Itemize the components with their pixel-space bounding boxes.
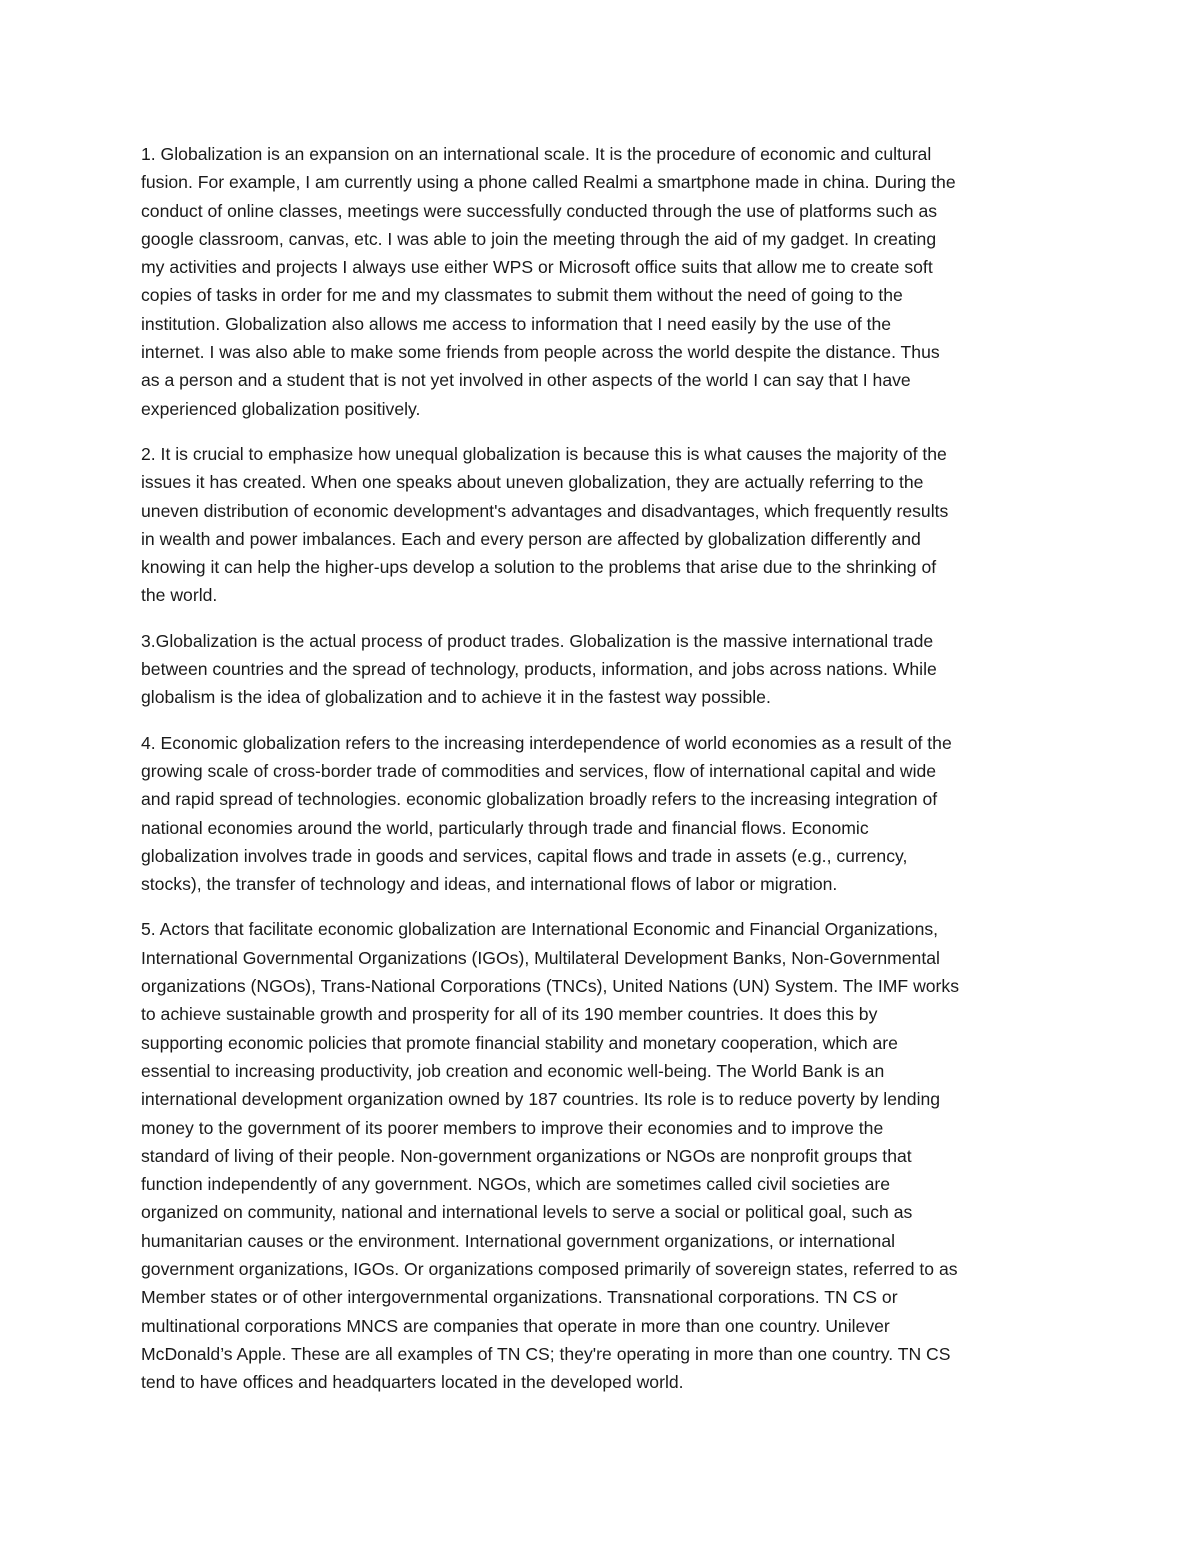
paragraph-1: 1. Globalization is an expansion on an international scale. It is the procedure of economic and cultural fusion. For example, I am currently using a phone called Realmi a smartphone made in china. During the conduct of online classes, meetings were successfully conducted through the use of platforms such as google classroom, canvas, etc. I was able to join the meeting through the aid of my gadget. In creating my activities and projects I always use either WPS or Microsoft office suits that allow me to create soft copies of tasks in order for me and my classmates to submit them without the need of going to the institution. Globalization also allows me access to information that I need easily by the use of the internet. I was also able to make some friends from people across the world despite the distance. Thus as a person and a student that is not yet involved in other aspects of the world I can say that I have experienced globalization positively. — [141, 144, 956, 419]
paragraph-2: 2. It is crucial to emphasize how unequal globalization is because this is what causes the majority of the issues it has created. When one speaks about uneven globalization, they are actually referring to the uneven distribution of economic development's advantages and disadvantages, which frequently results in wealth and power imbalances. Each and every person are affected by globalization differently and knowing it can help the higher-ups develop a solution to the problems that arise due to the shrinking of the world. — [141, 443, 949, 606]
paragraph-4: 4. Economic globalization refers to the increasing interdependence of world economies as a result of the growing scale of cross-border trade of commodities and services, flow of international capital and wide and rapid spread of technologies. economic globalization broadly refers to the increasing integration of national economies around the world, particularly through trade and financial flows. Economic globalization involves trade in goods and services, capital flows and trade in assets (e.g., currency, stocks), the transfer of technology and ideas, and international flows of labor or migration. — [141, 732, 952, 895]
document-page — [141, 140, 1059, 1413]
paragraph-5: 5. Actors that facilitate economic globalization are International Economic and Financial Organizations, International Governmental Organizations (IGOs), Multilateral Development Banks, Non-Governmental organizations (NGOs), Trans-National Corporations (TNCs), United Nations (UN) System. The IMF works to achieve sustainable growth and prosperity for all of its 190 member countries. It does this by supporting economic policies that promote financial stability and monetary cooperation, which are essential to increasing productivity, job creation and economic well-being. The World Bank is an international development organization owned by 187 countries. Its role is to reduce poverty by lending money to the government of its poorer members to improve their economies and to improve the standard of living of their people. Non-government organizations or NGOs are nonprofit groups that function independently of any government. NGOs, which are sometimes called civil societies are organized on community, national and international levels to serve a social or political goal, such as humanitarian causes or the environment. International government organizations, or international government organizations, IGOs. Or organizations composed primarily of sovereign states, referred to as Member states or of other intergovernmental organizations. Transnational corporations. TN CS or multinational corporations MNCS are companies that operate in more than one country. Unilever McDonald’s Apple. These are all examples of TN CS; they're operating in more than one country. TN CS tend to have offices and headquarters located in the developed world. — [141, 919, 960, 1393]
paragraph-3: 3.Globalization is the actual process of product trades. Globalization is the massive international trade between countries and the spread of technology, products, information, and jobs across nations. While globalism is the idea of globalization and to achieve it in the fastest way possible. — [141, 630, 937, 708]
